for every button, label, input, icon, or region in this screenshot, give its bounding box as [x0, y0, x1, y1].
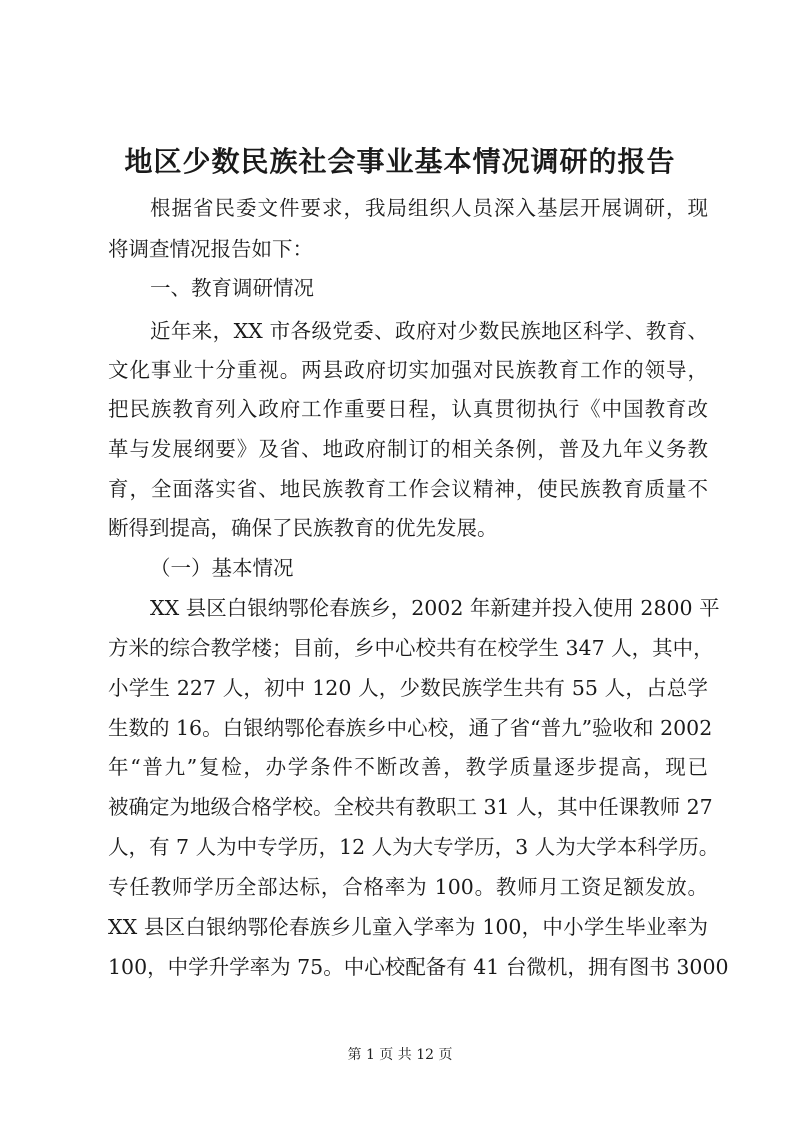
paragraph-line: 文化事业十分重视。两县政府切实加强对民族教育工作的领导，: [108, 358, 708, 382]
paragraph-line: 100，中学升学率为 75。中心校配备有 41 台微机，拥有图书 3000: [108, 955, 729, 979]
paragraph-line: XX 县区白银纳鄂伦春族乡儿童入学率为 100，中小学生毕业率为: [108, 915, 708, 939]
paragraph-line: XX 县区白银纳鄂伦春族乡，2002 年新建并投入使用 2800 平: [150, 596, 720, 620]
paragraph-line: 被确定为地级合格学校。全校共有教职工 31 人，其中任课教师 27: [108, 795, 713, 819]
document-title: 地区少数民族社会事业基本情况调研的报告: [124, 145, 676, 178]
paragraph-line: 育，全面落实省、地民族教育工作会议精神，使民族教育质量不: [108, 477, 708, 501]
paragraph-line: 生数的 16。白银纳鄂伦春族乡中心校，通了省“普九”验收和 2002: [108, 716, 713, 740]
subsection-heading-basic: （一）基本情况: [150, 556, 294, 580]
section-heading-education: 一、教育调研情况: [150, 276, 314, 300]
intro-line-2: 将调查情况报告如下：: [108, 237, 313, 261]
paragraph-line: 近年来，XX 市各级党委、政府对少数民族地区科学、教育、: [150, 319, 708, 343]
paragraph-line: 人，有 7 人为中专学历，12 人为大专学历，3 人为大学本科学历。: [108, 835, 720, 859]
paragraph-line: 革与发展纲要》及省、地政府制订的相关条例，普及九年义务教: [108, 437, 708, 461]
paragraph-line: 把民族教育列入政府工作重要日程，认真贯彻执行《中国教育改: [108, 397, 708, 421]
paragraph-line: 断得到提高，确保了民族教育的优先发展。: [108, 516, 498, 540]
paragraph-line: 小学生 227 人，初中 120 人，少数民族学生共有 55 人，占总学: [108, 676, 708, 700]
page-number-footer: 第 1 页 共 12 页: [347, 1047, 453, 1063]
paragraph-line: 年“普九”复检，办学条件不断改善，教学质量逐步提高，现已: [108, 755, 708, 779]
paragraph-line: 方米的综合教学楼；目前，乡中心校共有在校学生 347 人，其中，: [108, 636, 714, 660]
intro-line-1: 根据省民委文件要求，我局组织人员深入基层开展调研，现: [150, 196, 708, 220]
paragraph-line: 专任教师学历全部达标，合格率为 100。教师月工资足额发放。: [108, 875, 708, 899]
